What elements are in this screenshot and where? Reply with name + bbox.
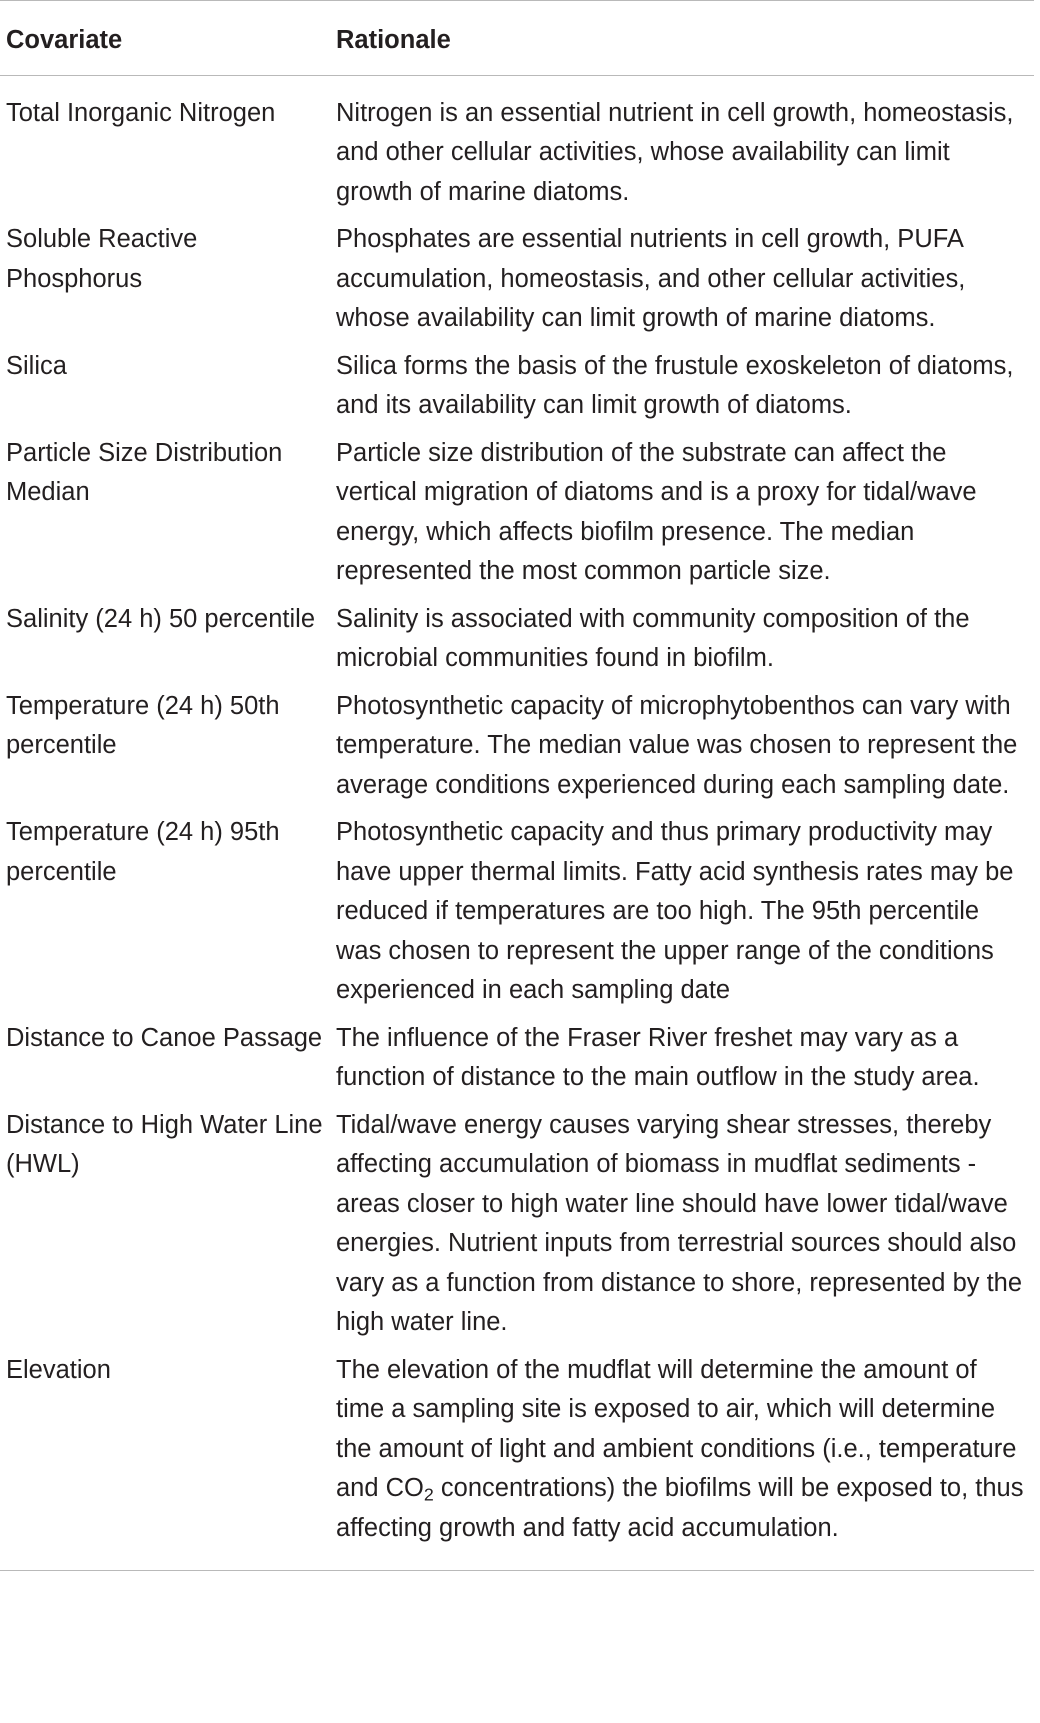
rationale-cell: Photosynthetic capacity of microphytobenthos can vary with temperature. The median value was chosen to represent the average conditions experienced during each sampling date.	[336, 691, 1018, 799]
column-header-rationale: Rationale	[336, 1, 1034, 76]
covariate-cell: Distance to High Water Line (HWL)	[6, 1110, 323, 1178]
rationale-text: The elevation of the mudflat will determine the amount of time a sampling site is exposed to air, which will determine the amount of light and ambient conditions (i.e., temperature and CO	[336, 1355, 1017, 1502]
covariate-cell: Salinity (24 h) 50 percentile	[6, 604, 316, 633]
covariate-cell: Temperature (24 h) 95th percentile	[6, 818, 280, 886]
table-row	[0, 214, 1034, 341]
covariate-cell: Total Inorganic Nitrogen	[6, 98, 276, 127]
co2-subscript: 2	[423, 1484, 434, 1505]
table-row	[0, 594, 1034, 681]
rationale-cell: The influence of the Fraser River freshet may vary as a function of distance to the main outflow in the study area.	[336, 1023, 980, 1091]
column-header-covariate: Covariate	[0, 1, 336, 76]
table-row	[0, 341, 1034, 428]
rationale-cell: Tidal/wave energy causes varying shear stresses, thereby affecting accumulation of biomass in mudflat sediments - areas closer to high water line should have lower tidal/wave energies. Nutrient inputs from terrestrial sources should also vary as a function from distance to shore, represented by the high water line.	[336, 1110, 1023, 1336]
table-body	[0, 75, 1034, 1571]
rationale-cell: Silica forms the basis of the frustule exoskeleton of diatoms, and its availability can limit growth of diatoms.	[336, 351, 1014, 419]
table-header	[0, 1, 1034, 76]
covariate-cell: Distance to Canoe Passage	[6, 1023, 323, 1052]
table-row	[0, 428, 1034, 594]
table-row	[0, 1100, 1034, 1345]
covariate-cell: Particle Size Distribution Median	[6, 438, 283, 506]
covariate-cell: Silica	[6, 351, 67, 380]
rationale-cell: Salinity is associated with community composition of the microbial communities found in biofilm.	[336, 604, 970, 672]
rationale-cell	[336, 1345, 1034, 1571]
rationale-cell: Phosphates are essential nutrients in cell growth, PUFA accumulation, homeostasis, and other cellular activities, whose availability can limit growth of marine diatoms.	[336, 225, 966, 332]
table-row	[0, 807, 1034, 1013]
covariate-cell: Elevation	[0, 1345, 336, 1571]
rationale-cell: Nitrogen is an essential nutrient in cell growth, homeostasis, and other cellular activities, whose availability can limit growth of marine diatoms.	[336, 98, 1014, 206]
table-row	[0, 681, 1034, 808]
table-row	[0, 75, 1034, 214]
table-row	[0, 1013, 1034, 1100]
header-row	[0, 1, 1034, 76]
rationale-text: concentrations) the biofilms will be exposed to, thus affecting growth and fatty acid accumulation.	[336, 1474, 1024, 1542]
table-row	[0, 1345, 1034, 1571]
rationale-cell: Photosynthetic capacity and thus primary productivity may have upper thermal limits. Fatty acid synthesis rates may be reduced if temperatures are too high. The 95th percentile was chosen to represent the upper range of the conditions experienced in each sampling date	[336, 818, 1014, 1004]
covariate-cell: Temperature (24 h) 50th percentile	[6, 691, 280, 759]
covariate-cell: Soluble Reactive Phosphorus	[6, 225, 198, 293]
rationale-cell: Particle size distribution of the substrate can affect the vertical migration of diatoms and is a proxy for tidal/wave energy, which affects biofilm presence. The median represented the most common particle size.	[336, 438, 977, 585]
